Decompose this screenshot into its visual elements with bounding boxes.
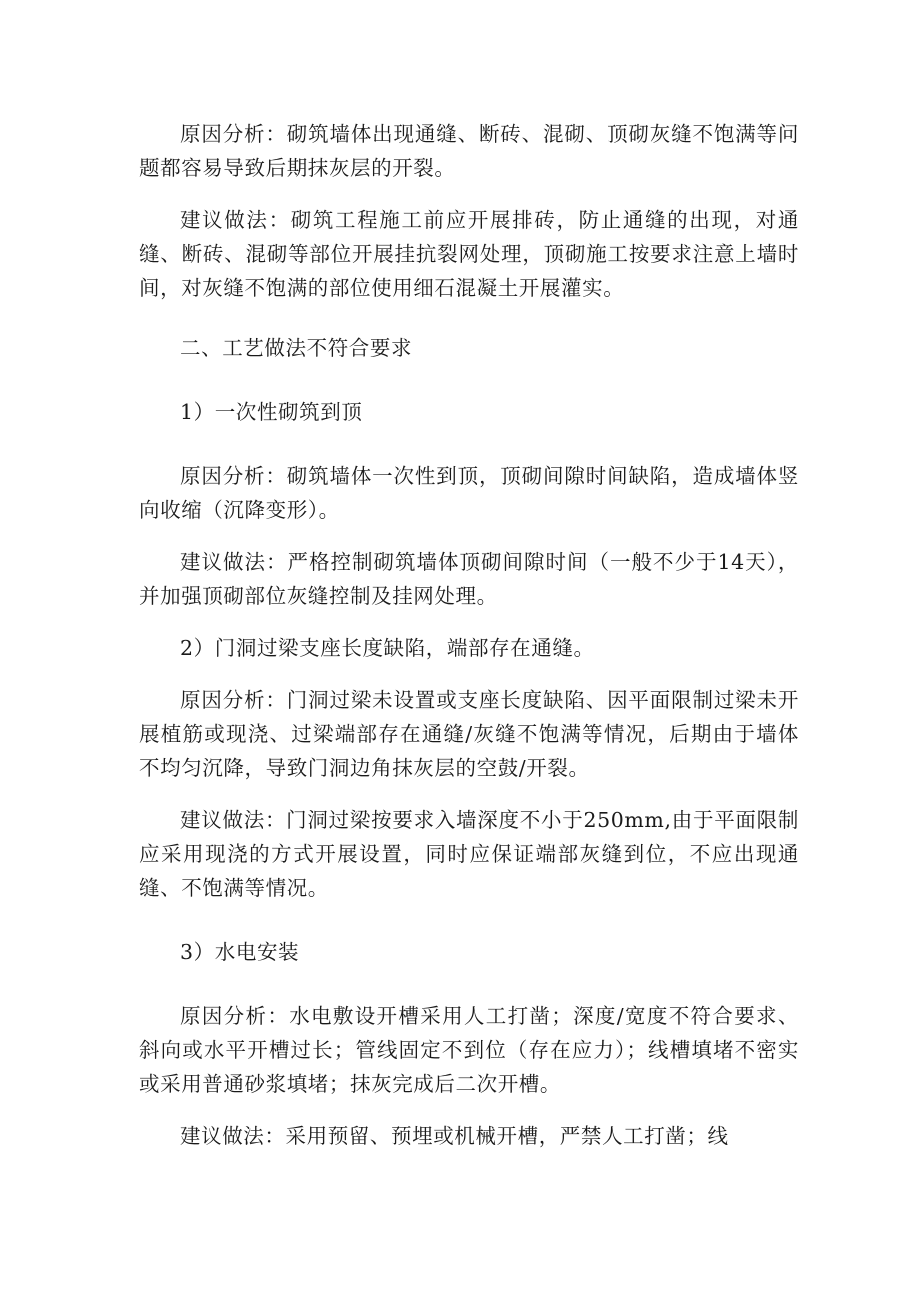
paragraph-cause-analysis-4: 原因分析：水电敷设开槽采用人工打凿；深度/宽度不符合要求、斜向或水平开槽过长；管线固定不到位（存在应力）；线槽填堵不密实或采用普通砂浆填堵；抹灰完成后二次开槽。: [139, 1004, 799, 1096]
paragraph-cause-analysis-1: 原因分析：砌筑墙体出现通缝、断砖、混砌、顶砌灰缝不饱满等问题都容易导致后期抹灰层的开裂。: [139, 122, 799, 180]
sub-heading-3: 3）水电安装: [180, 940, 300, 964]
paragraph-suggestion-1: 建议做法：砌筑工程施工前应开展排砖，防止通缝的出现，对通缝、断砖、混砌等部位开展挂抗裂网处理，顶砌施工按要求注意上墙时间，对灰缝不饱满的部位使用细石混凝土开展灌实。: [139, 208, 799, 300]
paragraph-cause-analysis-3: 原因分析：门洞过梁未设置或支座长度缺陷、因平面限制过梁未开展植筋或现浇、过梁端部存在通缝/灰缝不饱满等情况，后期由于墙体不均匀沉降，导致门洞边角抹灰层的空鼓/开裂。: [139, 688, 799, 780]
paragraph-suggestion-3: 建议做法：门洞过梁按要求入墙深度不小于250mm,由于平面限制应采用现浇的方式开展设置，同时应保证端部灰缝到位，不应出现通缝、不饱满等情况。: [139, 808, 799, 900]
section-heading-2: 二、工艺做法不符合要求: [180, 336, 413, 360]
sub-heading-1: 1）一次性砌筑到顶: [180, 400, 363, 424]
paragraph-suggestion-2: 建议做法：严格控制砌筑墙体顶砌间隙时间（一般不少于14天），并加强顶砌部位灰缝控制及挂网处理。: [139, 550, 799, 608]
paragraph-cause-analysis-2: 原因分析：砌筑墙体一次性到顶，顶砌间隙时间缺陷，造成墙体竖向收缩（沉降变形）。: [139, 464, 799, 522]
document-body: [139, 117, 799, 1153]
sub-heading-2: 2）门洞过梁支座长度缺陷，端部存在通缝。: [180, 636, 595, 660]
paragraph-suggestion-4: 建议做法：采用预留、预埋或机械开槽，严禁人工打凿；线: [180, 1124, 729, 1148]
